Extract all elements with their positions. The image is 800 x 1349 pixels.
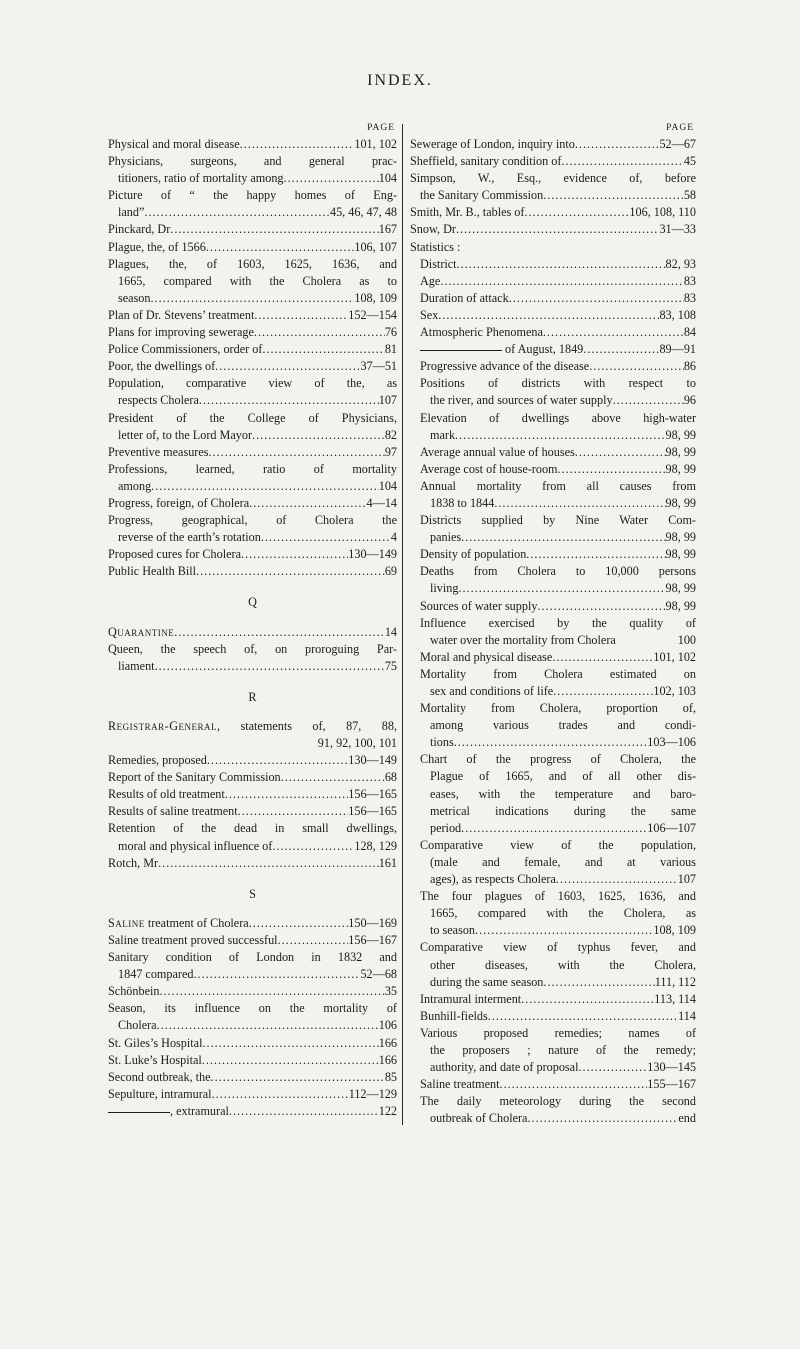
page-reference: 81	[384, 342, 397, 357]
index-entry	[108, 546, 397, 563]
page-reference: 107	[677, 872, 696, 887]
index-entry	[420, 1093, 696, 1127]
page-reference: 106—107	[647, 820, 696, 835]
index-entry	[420, 837, 696, 888]
entry-line: Population, comparative view of the, as	[108, 376, 397, 391]
page-reference: 83	[683, 273, 696, 288]
page-reference: 98, 99	[665, 581, 696, 596]
entry-line: Moral and physical disease ..... 101, 102	[420, 649, 696, 666]
entry-line: Snow, Dr ..... 31—33	[410, 221, 696, 238]
entry-line: Mortality from Cholera, proportion of,	[420, 701, 696, 716]
entry-line: Queen, the speech of, on proroguing Par-	[108, 641, 397, 656]
entry-line: Plan of Dr. Stevens’ treatment ..... 152—154	[108, 307, 397, 324]
entry-line: Physicians, surgeons, and general prac-	[108, 154, 397, 169]
index-entry	[108, 1052, 397, 1069]
entry-line: respects Cholera ..... 107	[108, 392, 397, 409]
page-reference: 156—165	[348, 787, 397, 802]
entry-line: Season, its influence on the mortality of	[108, 1001, 397, 1016]
index-entry	[420, 290, 696, 307]
entry-line: Plagues, the, of 1603, 1625, 1636, and	[108, 256, 397, 271]
index-entry	[108, 461, 397, 495]
entry-line: Registrar-General, statements of, 87, 88,	[108, 718, 397, 733]
page-reference: 150—169	[348, 915, 397, 930]
index-entry	[420, 598, 696, 615]
index-entry	[410, 204, 696, 221]
page-title: INDEX.	[367, 72, 433, 89]
index-entry	[420, 751, 696, 836]
entry-line: Proposed cures for Cholera ..... 130—149	[108, 546, 397, 563]
page-reference: 108, 109	[653, 923, 696, 938]
entry-line: Smith, Mr. B., tables of ..... 106, 108, 110	[410, 204, 696, 221]
entry-line: Second outbreak, the ..... 85	[108, 1069, 397, 1086]
page-reference: 101, 102	[653, 649, 696, 664]
entry-line: mark ..... 98, 99	[420, 427, 696, 444]
index-entry	[420, 1076, 696, 1093]
index-entry	[108, 855, 397, 872]
page-reference: end	[678, 1111, 696, 1126]
entry-line: 1847 compared ..... 52—68	[108, 966, 397, 983]
page-reference: 104	[378, 478, 397, 493]
page-reference: 152—154	[348, 307, 397, 322]
entry-line: Atmospheric Phenomena ..... 84	[420, 324, 696, 341]
entry-line: titioners, ratio of mortality among ..... 104	[108, 170, 397, 187]
index-entry	[420, 700, 696, 751]
entry-line: panies ..... 98, 99	[420, 529, 696, 546]
entry-line: Sanitary condition of London in 1832 and	[108, 950, 397, 965]
entry-line: Saline treatment of Cholera ..... 150—169	[108, 915, 397, 932]
entry-line: Remedies, proposed ..... 130—149	[108, 752, 397, 769]
page-reference: 4	[390, 530, 397, 545]
section-q	[108, 624, 397, 675]
entry-line: Schönbein ..... 35	[108, 983, 397, 1000]
entry-line: water over the mortality from Cholera 100	[420, 632, 696, 649]
index-entry	[420, 256, 696, 273]
index-entry	[420, 563, 696, 597]
entry-line: Professions, learned, ratio of mortality	[108, 461, 397, 476]
index-entry	[108, 949, 397, 983]
entry-line: season ..... 108, 109	[108, 290, 397, 307]
entry-line: Deaths from Cholera to 10,000 persons	[420, 564, 696, 579]
page-column-label: PAGE	[367, 123, 395, 133]
page-reference: 68	[384, 770, 397, 785]
index-entry	[420, 512, 696, 546]
entry-line: Report of the Sanitary Commission ..... 68	[108, 769, 397, 786]
page-reference: 35	[384, 984, 397, 999]
entry-line: during the same season ..... 111, 112	[420, 974, 696, 991]
entry-line: District ..... 82, 93	[420, 256, 696, 273]
index-entry	[410, 136, 696, 153]
entry-line: The four plagues of 1603, 1625, 1636, and	[420, 889, 696, 904]
index-entry	[420, 615, 696, 649]
entry-line: Progress, geographical, of Cholera the	[108, 513, 397, 528]
index-entry	[420, 991, 696, 1008]
index-entry	[108, 803, 397, 820]
page-reference: 106	[378, 1018, 397, 1033]
entry-line: Plague, the, of 1566 ..... 106, 107	[108, 239, 397, 256]
entry-line: outbreak of Cholera ..... end	[420, 1110, 696, 1127]
entry-line: Preventive measures ..... 97	[108, 444, 397, 461]
entry-line: Retention of the dead in small dwellings,	[108, 821, 397, 836]
page-reference: 86	[683, 359, 696, 374]
index-entry	[420, 888, 696, 939]
entry-line: the proposers ; nature of the remedy;	[430, 1042, 696, 1057]
page-reference: 113, 114	[654, 991, 696, 1006]
entry-line: Influence exercised by the quality of	[420, 615, 696, 630]
page-reference: 98, 99	[665, 427, 696, 442]
page-reference: 37—51	[360, 359, 397, 374]
index-entry	[108, 512, 397, 546]
entry-line: Progress, foreign, of Cholera ..... 4—14	[108, 495, 397, 512]
page-reference: 14	[384, 624, 397, 639]
page-reference: 104	[378, 171, 397, 186]
entry-line: Quarantine ..... 14	[108, 624, 397, 641]
entry-line: (male and female, and at various	[430, 854, 696, 869]
entry-line: Saline treatment proved successful ..... 156—167	[108, 932, 397, 949]
registrar-general-label: Registrar-General	[108, 718, 217, 733]
page-reference: 108, 109	[354, 290, 397, 305]
entry-line: Comparative view of typhus fever, and	[420, 940, 696, 955]
index-entry	[108, 624, 397, 641]
page-reference: 31—33	[659, 222, 696, 237]
entry-line: living ..... 98, 99	[420, 580, 696, 597]
index-entry	[108, 1086, 397, 1103]
entry-line: Results of old treatment ..... 156—165	[108, 786, 397, 803]
entry-line: liament ..... 75	[108, 658, 397, 675]
entry-line: Sources of water supply ..... 98, 99	[420, 598, 696, 615]
statistics-group-a	[410, 256, 696, 341]
left-column	[108, 120, 397, 1120]
page-reference: 166	[378, 1035, 397, 1050]
page-reference: 102, 103	[653, 684, 696, 698]
entry-line: Elevation of dwellings above high-water	[420, 410, 696, 425]
page-reference: 4—14	[366, 495, 397, 510]
index-entry	[108, 341, 397, 358]
index-entry	[108, 752, 397, 769]
index-entry	[108, 915, 397, 932]
index-entry	[108, 358, 397, 375]
page-reference: 98, 99	[665, 444, 696, 459]
page-reference: 83, 108	[659, 307, 696, 322]
page-reference: 82	[384, 427, 397, 442]
section-heading-r: R	[248, 689, 257, 704]
column-divider	[402, 124, 403, 1125]
index-entry	[420, 324, 696, 341]
page-reference: 130—149	[348, 753, 397, 768]
page-reference: 167	[378, 222, 397, 237]
entry-line: Positions of districts with respect to	[420, 376, 696, 391]
index-entry	[108, 1103, 397, 1120]
entry-line: Sepulture, intramural ..... 112—129	[108, 1086, 397, 1103]
entry-line: Comparative view of the population,	[420, 837, 696, 852]
index-entry	[108, 136, 397, 153]
index-entry	[108, 307, 397, 324]
entry-line: 91, 92, 100, 101	[317, 736, 397, 750]
page-reference: 98, 99	[665, 461, 696, 476]
entry-line: Density of population ..... 98, 99	[420, 546, 696, 563]
entry-line: land” ..... 45, 46, 47, 48	[108, 204, 397, 221]
index-entry	[108, 324, 397, 341]
statistics-label: Statistics :	[410, 239, 461, 254]
page-reference: 100	[677, 632, 696, 647]
page-reference: 84	[683, 325, 696, 340]
entry-line: Simpson, W., Esq., evidence of, before	[410, 171, 696, 186]
entry-line: ages), as respects Cholera ..... 107	[420, 871, 696, 888]
index-entry	[410, 341, 696, 358]
entry-line: Average cost of house-room ..... 98, 99	[420, 461, 696, 478]
entry-line: Cholera ..... 106	[108, 1017, 397, 1034]
index-entry	[108, 495, 397, 512]
index-entry	[420, 546, 696, 563]
page-reference: 45	[683, 154, 696, 169]
index-entry	[420, 1025, 696, 1076]
index-entry	[108, 932, 397, 949]
entry-line: the Sanitary Commission ..... 58	[410, 187, 696, 204]
page-reference: 112—129	[348, 1086, 397, 1101]
page-reference: 97	[384, 444, 397, 459]
page-reference: 58	[683, 188, 696, 203]
entry-line: Chart of the progress of Cholera, the	[420, 752, 696, 767]
index-entry	[108, 641, 397, 675]
entry-line: moral and physical influence of ..... 128, 129	[108, 838, 397, 855]
page-column-label: PAGE	[666, 123, 694, 133]
index-entry	[108, 786, 397, 803]
statistics-group-b	[410, 358, 696, 1127]
index-entry	[420, 410, 696, 444]
index-entry	[420, 666, 696, 700]
page-reference: 106, 107	[354, 239, 397, 254]
entry-line: Duration of attack ..... 83	[420, 290, 696, 307]
index-entry	[420, 444, 696, 461]
entry-line: Intramural interment ..... 113, 114	[420, 991, 696, 1008]
page-reference: 106, 108, 110	[629, 205, 696, 220]
page-reference: 98, 99	[665, 530, 696, 545]
section-p	[108, 136, 397, 580]
entry-line: the river, and sources of water supply ..... 96	[420, 392, 696, 409]
entry-line: Police Commissioners, order of ..... 81	[108, 341, 397, 358]
section-heading-s: S	[249, 886, 256, 901]
page-reference: 83	[683, 290, 696, 305]
entry-line: Physical and moral disease ..... 101, 102	[108, 136, 397, 153]
entry-line: St. Luke’s Hospital ..... 166	[108, 1052, 397, 1069]
index-entry	[108, 1069, 397, 1086]
page-reference: 75	[384, 658, 397, 673]
entry-line: Public Health Bill ..... 69	[108, 563, 397, 580]
entry-line: Mortality from Cholera estimated on	[420, 666, 696, 681]
entry-line: St. Giles’s Hospital ..... 166	[108, 1035, 397, 1052]
index-entry	[108, 820, 397, 854]
section-s-continued	[410, 136, 696, 239]
page-reference: 161	[378, 855, 397, 870]
index-entry	[108, 256, 397, 307]
entry-line: other diseases, with the Cholera,	[430, 957, 696, 972]
entry-line: Saline treatment ..... 155—167	[420, 1076, 696, 1093]
entry-line: Results of saline treatment ..... 156—165	[108, 803, 397, 820]
index-entry	[410, 170, 696, 204]
entry-line: Pinckard, Dr ..... 167	[108, 221, 397, 238]
entry-line: President of the College of Physicians,	[108, 410, 397, 425]
index-entry	[410, 221, 696, 238]
page-reference: 89—91	[659, 342, 696, 357]
entry-line: reverse of the earth’s rotation ..... 4	[108, 529, 397, 546]
entry-line: eases, with the temperature and baro-	[430, 786, 696, 801]
index-entry	[108, 983, 397, 1000]
entry-line: 1665, compared with the Cholera, as	[430, 906, 696, 921]
index-entry	[108, 375, 397, 409]
entry-line: 1838 to 1844 ..... 98, 99	[420, 495, 696, 512]
entry-line: Age ..... 83	[420, 273, 696, 290]
page-reference: 166	[378, 1052, 397, 1067]
entry-line: tions ..... 103—106	[420, 734, 696, 751]
entry-line: Picture of “ the happy homes of Eng-	[108, 188, 397, 203]
entry-line: Annual mortality from all causes from	[420, 478, 696, 493]
page-reference: 111, 112	[654, 974, 696, 989]
entry-line: Progressive advance of the disease ..... 86	[420, 358, 696, 375]
index-entry	[108, 769, 397, 786]
page-reference: 98, 99	[665, 495, 696, 510]
index-entry	[410, 153, 696, 170]
index-entry	[420, 478, 696, 512]
entry-line: period ..... 106—107	[420, 820, 696, 837]
page-reference: 69	[384, 564, 397, 579]
page-reference: 107	[378, 393, 397, 408]
entry-line: , extramural ..... 122	[108, 1103, 397, 1120]
page-reference: 128, 129	[354, 838, 397, 853]
entry-line: Average annual value of houses ..... 98, 99	[420, 444, 696, 461]
page-reference: 82, 93	[665, 256, 696, 271]
entry-line: metrical indications during the same	[430, 803, 696, 818]
page-reference: 76	[384, 325, 397, 340]
section-r	[108, 752, 397, 872]
index-entry	[108, 239, 397, 256]
index-entry	[420, 1008, 696, 1025]
entry-line: among various trades and condi-	[430, 718, 696, 733]
right-column	[410, 120, 696, 1127]
page-reference: 52—68	[360, 967, 397, 982]
index-entry	[108, 153, 397, 187]
index-entry	[108, 187, 397, 221]
entry-line: Poor, the dwellings of ..... 37—51	[108, 358, 397, 375]
page-reference: 85	[384, 1069, 397, 1084]
entry-line: Various proposed remedies; names of	[420, 1025, 696, 1040]
entry-line: among ..... 104	[108, 478, 397, 495]
page-reference: 98, 99	[665, 598, 696, 613]
index-entry	[420, 461, 696, 478]
index-entry	[108, 410, 397, 444]
page-reference: 98, 99	[665, 547, 696, 562]
page-reference: 45, 46, 47, 48	[329, 205, 397, 220]
entry-line: Plague of 1665, and of all other dis-	[430, 769, 696, 784]
index-entry	[420, 939, 696, 990]
page-reference: 130—145	[647, 1060, 696, 1075]
entry-line: letter of, to the Lord Mayor ..... 82	[108, 427, 397, 444]
index-entry	[108, 563, 397, 580]
page-reference: 130—149	[348, 547, 397, 562]
page-reference: 101, 102	[354, 137, 397, 151]
index-entry	[420, 375, 696, 409]
page-reference: 155—167	[647, 1077, 696, 1092]
index-entry	[108, 718, 397, 752]
page-reference: 114	[678, 1008, 696, 1023]
page-reference: 103—106	[647, 735, 696, 750]
page-reference: 156—167	[348, 932, 397, 947]
index-entry	[420, 307, 696, 324]
section-heading-q: Q	[248, 595, 257, 610]
entry-line: Sheffield, sanitary condition of ..... 45	[410, 153, 696, 170]
index-entry	[108, 1000, 397, 1034]
index-entry	[420, 358, 696, 375]
index-entry	[108, 221, 397, 238]
entry-line: of August, 1849 ..... 89—91	[420, 341, 696, 358]
entry-line: authority, and date of proposal ..... 130—145	[420, 1059, 696, 1076]
entry-line: Rotch, Mr ..... 161	[108, 855, 397, 872]
index-entry	[108, 1035, 397, 1052]
entry-line: to season ..... 108, 109	[420, 922, 696, 939]
entry-line: Sewerage of London, inquiry into ..... 52—67	[410, 136, 696, 153]
entry-line: 1665, compared with the Cholera as to	[118, 273, 397, 288]
entry-line: Sex ..... 83, 108	[420, 307, 696, 324]
index-entry	[108, 444, 397, 461]
entry-line: The daily meteorology during the second	[420, 1094, 696, 1109]
entry-line: Districts supplied by Nine Water Com-	[420, 513, 696, 528]
entry-line: sex and conditions of life ..... 102, 103	[420, 683, 696, 700]
page-reference: 96	[683, 393, 696, 408]
index-entry	[420, 649, 696, 666]
index-entry	[420, 273, 696, 290]
page-reference: 122	[378, 1103, 397, 1118]
entry-line: Plans for improving sewerage ..... 76	[108, 324, 397, 341]
entry-line: Bunhill-fields ..... 114	[420, 1008, 696, 1025]
page-reference: 52—67	[659, 137, 696, 151]
page-reference: 156—165	[348, 804, 397, 819]
section-s	[108, 915, 397, 1103]
